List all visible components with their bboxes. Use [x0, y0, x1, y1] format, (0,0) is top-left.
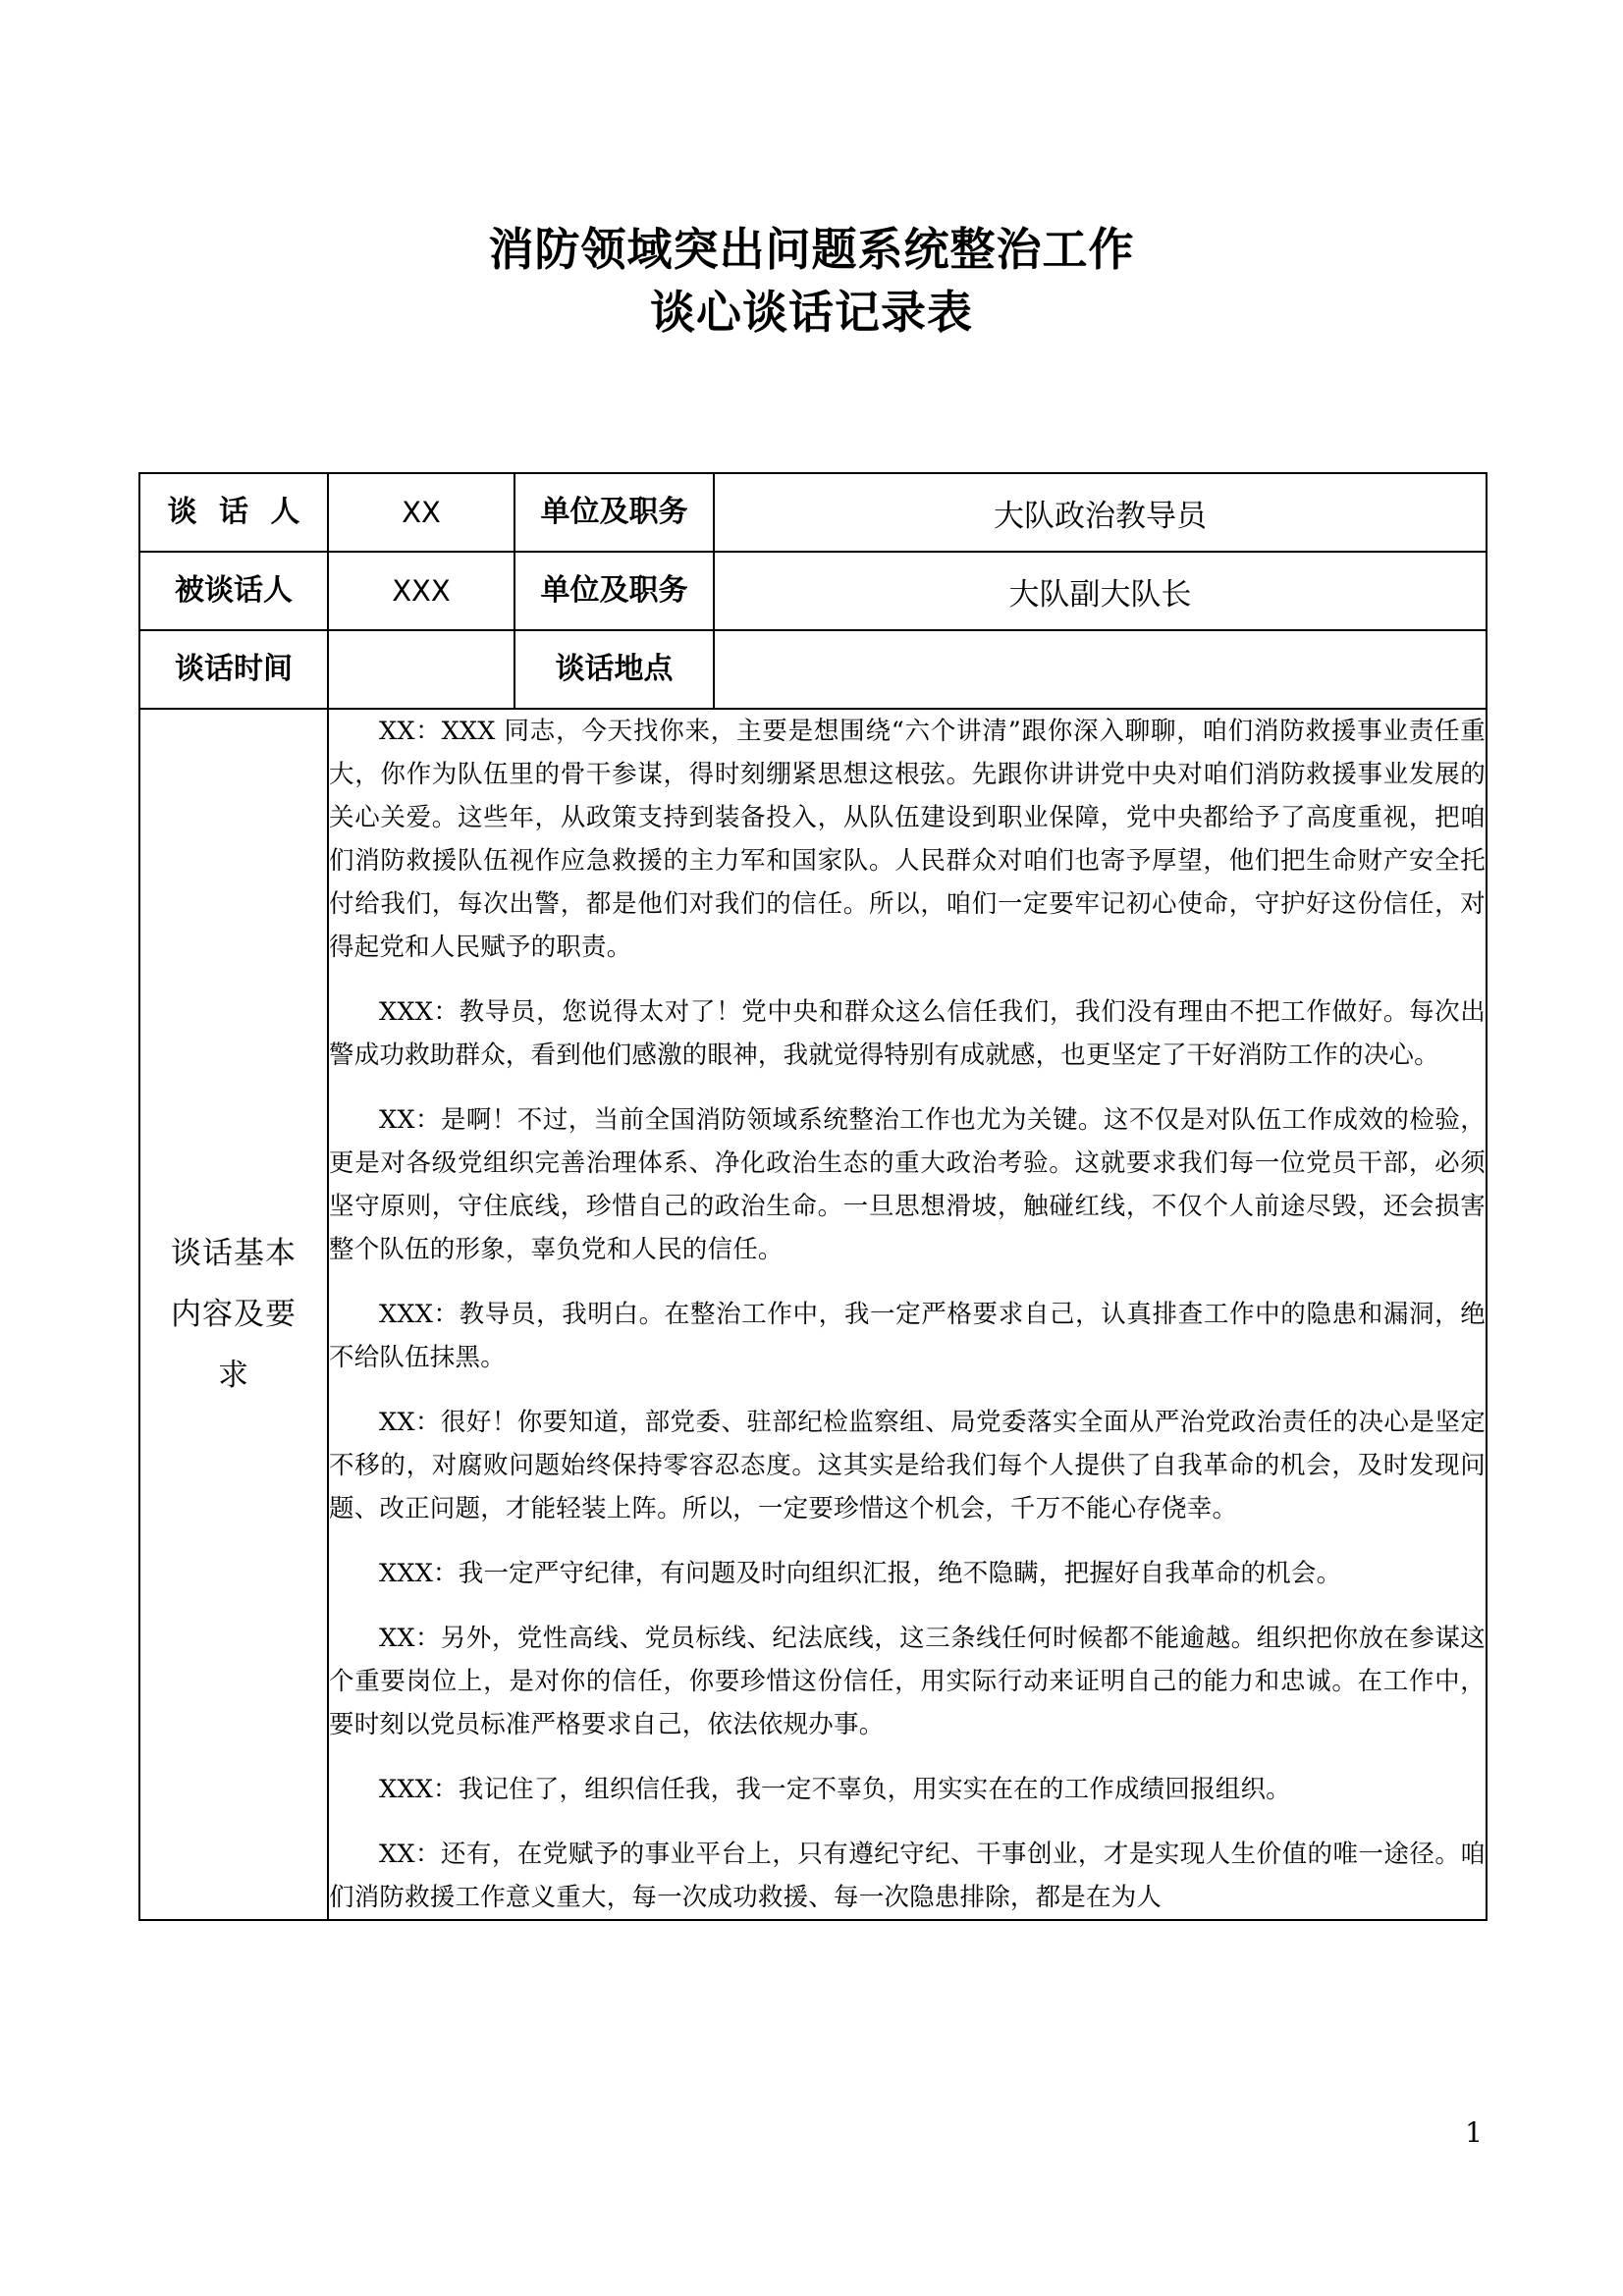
- value-interviewee-position[interactable]: 大队副大队长: [714, 552, 1487, 630]
- value-talk-place[interactable]: [714, 630, 1487, 709]
- value-interviewee-name[interactable]: XXX: [328, 552, 514, 630]
- label-talk-content-line-1: 谈话基本: [171, 1236, 297, 1271]
- talk-content-body[interactable]: [328, 709, 1487, 1920]
- label-interviewee: 被谈话人: [139, 552, 328, 630]
- table-row-time-place: [139, 630, 1487, 709]
- talk-paragraph: XX：还有，在党赋予的事业平台上，只有遵纪守纪、干事创业，才是实现人生价值的唯一途径。咱们消防救援工作意义重大，每一次成功救援、每一次隐患排除，都是在为人: [329, 1840, 1486, 1912]
- label-talk-content: [139, 709, 328, 1920]
- label-talk-time: 谈话时间: [139, 630, 328, 709]
- value-interviewer-name[interactable]: XX: [328, 473, 514, 552]
- label-interviewee-unit: 单位及职务: [514, 552, 714, 630]
- label-interviewer: 谈 话 人: [139, 473, 328, 552]
- talk-paragraph: XXX：教导员，我明白。在整治工作中，我一定严格要求自己，认真排查工作中的隐患和漏洞，绝不给队伍抹黑。: [329, 1300, 1486, 1372]
- talk-paragraph: XX：很好！你要知道，部党委、驻部纪检监察组、局党委落实全面从严治党政治责任的决心是坚定不移的，对腐败问题始终保持零容忍态度。这其实是给我们每个人提供了自我革命的机会，及时发现问题、改正问题，才能轻装上阵。所以，一定要珍惜这个机会，千万不能心存侥幸。: [329, 1408, 1486, 1523]
- talk-paragraph: XX：另外，党性高线、党员标线、纪法底线，这三条线任何时候都不能逾越。组织把你放在参谋这个重要岗位上，是对你的信任，你要珍惜这份信任，用实际行动来证明自己的能力和忠诚。在工作中，要时刻以党员标准严格要求自己，依法依规办事。: [329, 1624, 1486, 1739]
- talk-paragraph: XX：是啊！不过，当前全国消防领域系统整治工作也尤为关键。这不仅是对队伍工作成效的检验，更是对各级党组织完善治理体系、净化政治生态的重大政治考验。这就要求我们每一位党员干部，必须坚守原则，守住底线，珍惜自己的政治生命。一旦思想滑坡，触碰红线，不仅个人前途尽毁，还会损害整个队伍的形象，辜负党和人民的信任。: [329, 1105, 1486, 1264]
- talk-paragraph: XXX：我一定严守纪律，有问题及时向组织汇报，绝不隐瞒，把握好自我革命的机会。: [379, 1559, 1342, 1588]
- label-talk-content-line-2: 内容及要: [171, 1297, 297, 1332]
- title-line-2: 谈心谈话记录表: [650, 286, 973, 339]
- talk-record-table: [138, 472, 1488, 1921]
- page-number: 1: [1465, 2116, 1483, 2149]
- table-row-interviewer: [139, 473, 1487, 552]
- label-talk-place: 谈话地点: [514, 630, 714, 709]
- table-row-interviewee: [139, 552, 1487, 630]
- label-talk-content-line-3: 求: [218, 1358, 249, 1393]
- talk-paragraph: XXX：教导员，您说得太对了！党中央和群众这么信任我们，我们没有理由不把工作做好。每次出警成功救助群众，看到他们感激的眼神，我就觉得特别有成就感，也更坚定了干好消防工作的决心。: [329, 997, 1486, 1070]
- value-interviewer-position[interactable]: 大队政治教导员: [714, 473, 1487, 552]
- label-interviewer-unit: 单位及职务: [514, 473, 714, 552]
- talk-paragraph: XX：XXX 同志，今天找你来，主要是想围绕“六个讲清”跟你深入聊聊，咱们消防救援事业责任重大，你作为队伍里的骨干参谋，得时刻绷紧思想这根弦。先跟你讲讲党中央对咱们消防救援事业发展的关心关爱。这些年，从政策支持到装备投入，从队伍建设到职业保障，党中央都给予了高度重视，把咱们消防救援队伍视作应急救援的主力军和国家队。人民群众对咱们也寄予厚望，他们把生命财产安全托付给我们，每次出警，都是他们对我们的信任。所以，咱们一定要牢记初心使命，守护好这份信任，对得起党和人民赋予的职责。: [329, 717, 1486, 962]
- talk-paragraph: XXX：我记住了，组织信任我，我一定不辜负，用实实在在的工作成绩回报组织。: [379, 1775, 1291, 1804]
- title-line-1: 消防领域突出问题系统整治工作: [488, 223, 1135, 276]
- value-talk-time[interactable]: [328, 630, 514, 709]
- document-title: [0, 218, 1623, 344]
- table-row-content: [139, 709, 1487, 1920]
